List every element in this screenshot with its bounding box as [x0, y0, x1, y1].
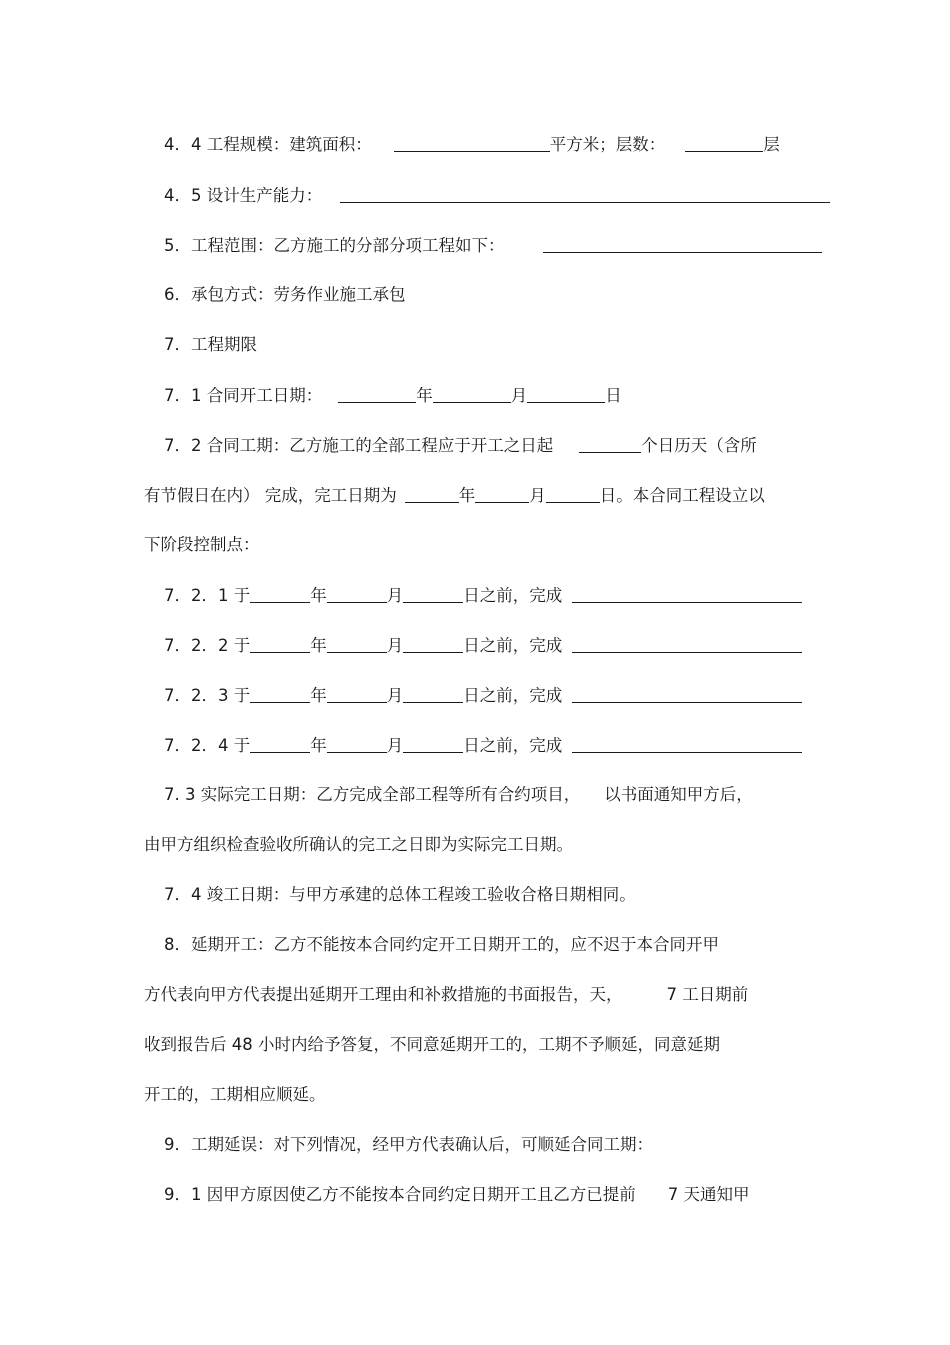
milestone-task-blank[interactable]: [572, 684, 802, 703]
milestone-month-blank[interactable]: [327, 684, 387, 703]
start-year-blank[interactable]: [338, 384, 416, 403]
clause-8-text-b: 方代表向甲方代表提出延期开工理由和补救措施的书面报告，天，: [144, 985, 623, 1004]
before-done-label: 日之前，完成: [463, 736, 563, 755]
clause-7-3-text-a: 7. 3 实际完工日期：乙方完成全部工程等所有合约项目，: [164, 785, 581, 804]
milestone-task-blank[interactable]: [572, 634, 802, 653]
milestone-task-blank[interactable]: [572, 734, 802, 753]
milestone-label: 7．2．4 于: [164, 736, 251, 755]
milestone-year-blank[interactable]: [250, 634, 310, 653]
milestone-label: 7．2．1 于: [164, 586, 251, 605]
clause-8-text-c: 7 工日期前: [666, 985, 749, 1004]
clause-7-1: [164, 384, 622, 407]
milestone-7-2-3: [164, 684, 802, 707]
clause-7-1-label: 7．1 合同开工日期：: [164, 386, 323, 405]
milestone-year-blank[interactable]: [250, 684, 310, 703]
milestone-day-blank[interactable]: [403, 584, 463, 603]
clause-7-3-line-2: 由甲方组织检查验收所确认的完工之日即为实际完工日期。: [144, 835, 573, 854]
clause-9-1-text-b: 7 天通知甲: [667, 1185, 750, 1204]
clause-5: [164, 234, 822, 257]
clause-7-2-line-1: [164, 434, 757, 457]
clause-4-4-label: 4．4 工程规模：建筑面积：: [164, 135, 372, 154]
clause-7-2-text-d: 日。本合同工程设立以: [599, 486, 765, 505]
year-label: 年: [310, 586, 327, 605]
capacity-blank[interactable]: [340, 184, 830, 203]
month-label: 月: [386, 636, 404, 655]
clause-4-5-label: 4．5 设计生产能力：: [164, 186, 323, 205]
milestone-month-blank[interactable]: [327, 584, 387, 603]
milestone-label: 7．2．3 于: [164, 686, 251, 705]
scope-blank[interactable]: [543, 234, 822, 253]
clause-8-line-4: 开工的，工期相应顺延。: [144, 1085, 326, 1104]
month-label: 月: [510, 386, 528, 405]
clause-7-2-text-c: 有节假日在内） 完成，完工日期为: [144, 486, 397, 505]
clause-8-line-2: [144, 984, 748, 1006]
year-label: 年: [458, 486, 476, 505]
month-label: 月: [386, 736, 404, 755]
clause-7-2-text-a: 7．2 合同工期：乙方施工的全部工程应于开工之日起: [164, 436, 554, 455]
clause-4-4-unit: 平方米；层数：: [549, 135, 666, 154]
month-label: 月: [386, 586, 404, 605]
clause-7-2-line-3: 下阶段控制点：: [144, 535, 260, 554]
milestone-label: 7．2．2 于: [164, 636, 251, 655]
clause-7-2-line-2: [144, 484, 765, 507]
finish-year-blank[interactable]: [405, 484, 459, 503]
milestone-task-blank[interactable]: [572, 584, 802, 603]
start-day-blank[interactable]: [527, 384, 605, 403]
clause-9-1-text-a: 9．1 因甲方原因使乙方不能按本合同约定日期开工且乙方已提前: [164, 1185, 636, 1204]
clause-7-4: 7．4 竣工日期：与甲方承建的总体工程竣工验收合格日期相同。: [164, 885, 636, 904]
finish-day-blank[interactable]: [546, 484, 600, 503]
milestone-7-2-4: [164, 734, 802, 757]
duration-days-blank[interactable]: [579, 434, 641, 453]
milestone-day-blank[interactable]: [403, 734, 463, 753]
milestone-year-blank[interactable]: [250, 584, 310, 603]
clause-6: 6．承包方式：劳务作业施工承包: [164, 285, 406, 304]
finish-month-blank[interactable]: [475, 484, 529, 503]
clause-7-3-text-b: 以书面通知甲方后，: [604, 785, 753, 804]
milestone-7-2-2: [164, 634, 802, 657]
year-label: 年: [310, 636, 327, 655]
before-done-label: 日之前，完成: [463, 686, 563, 705]
clause-9-1: [164, 1184, 750, 1206]
clause-4-4-floor-unit: 层: [763, 135, 780, 154]
clause-5-label: 5．工程范围：乙方施工的分部分项工程如下：: [164, 236, 505, 255]
clause-7-2-text-b: 个日历天（含所: [641, 436, 757, 455]
before-done-label: 日之前，完成: [463, 586, 563, 605]
clause-7: 7．工程期限: [164, 335, 257, 354]
milestone-month-blank[interactable]: [327, 634, 387, 653]
year-label: 年: [416, 386, 433, 405]
clause-7-3-line-1: [164, 784, 753, 806]
day-label: 日: [605, 386, 622, 405]
clause-8-line-1: 8．延期开工：乙方不能按本合同约定开工日期开工的，应不迟于本合同开甲: [164, 935, 719, 954]
clause-4-4: [164, 133, 780, 156]
area-blank[interactable]: [394, 133, 550, 152]
milestone-day-blank[interactable]: [403, 684, 463, 703]
before-done-label: 日之前，完成: [463, 636, 563, 655]
milestone-year-blank[interactable]: [250, 734, 310, 753]
start-month-blank[interactable]: [433, 384, 511, 403]
milestone-day-blank[interactable]: [403, 634, 463, 653]
year-label: 年: [310, 686, 327, 705]
clause-9: 9．工期延误：对下列情况，经甲方代表确认后，可顺延合同工期：: [164, 1135, 653, 1154]
milestone-7-2-1: [164, 584, 802, 607]
month-label: 月: [529, 486, 546, 505]
milestone-month-blank[interactable]: [327, 734, 387, 753]
year-label: 年: [310, 736, 327, 755]
clause-4-5: [164, 184, 830, 207]
month-label: 月: [386, 686, 404, 705]
clause-8-line-3: 收到报告后 48 小时内给予答复，不同意延期开工的，工期不予顺延，同意延期: [144, 1035, 720, 1054]
floors-blank[interactable]: [685, 133, 763, 152]
